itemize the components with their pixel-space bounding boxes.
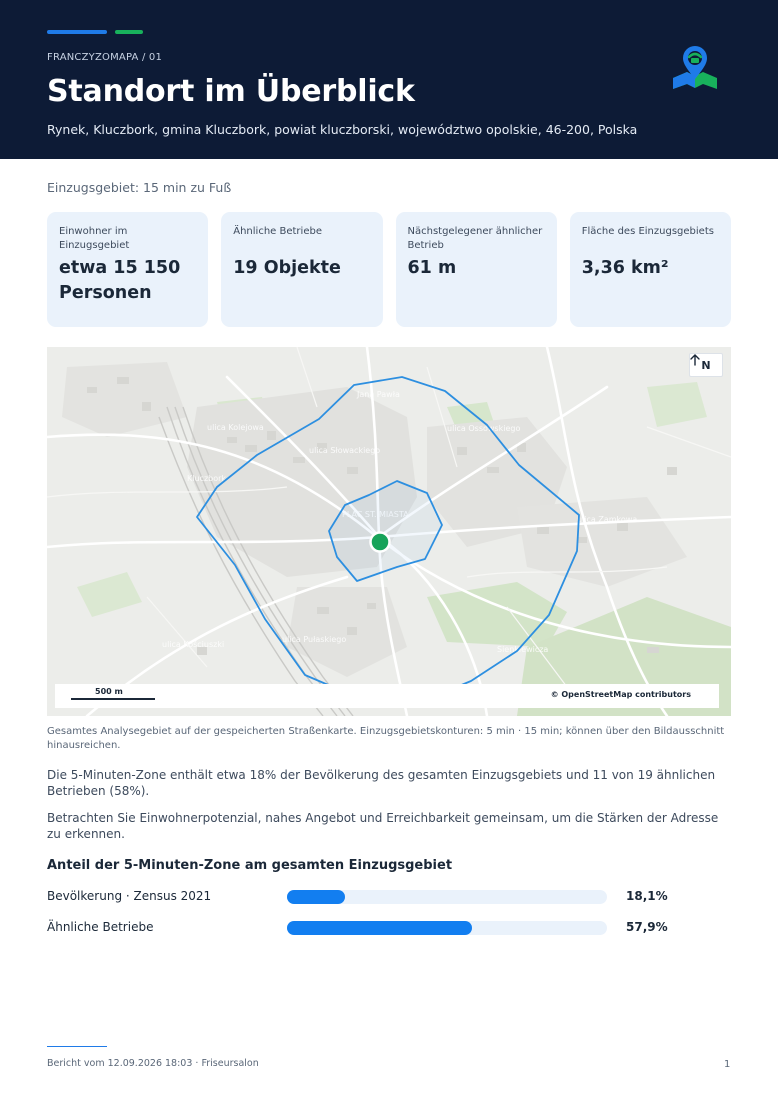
stat-card-population [47,212,208,327]
share-row-population [47,888,731,906]
share-label: Bevölkerung · Zensus 2021 [47,889,212,903]
stat-value: 19 Objekte [233,258,341,278]
map-attribution[interactable]: © OpenStreetMap contributors [550,690,691,699]
arrow-up-icon [690,354,700,366]
north-button[interactable] [689,353,723,377]
map-pin-logo-icon [670,45,720,93]
stat-value: 61 m [407,258,457,278]
north-label: N [701,358,711,372]
svg-text:ulica Kościuszki: ulica Kościuszki [162,640,225,649]
scale-label: 500 m [95,687,123,696]
stat-label: Fläche des Einzugsgebiets [581,226,714,237]
summary-paragraph: Die 5-Minuten-Zone enthält etwa 18% der Bevölkerung des gesamten Einzugsgebiets und 11 von 19 ähnlichen Betrieben (58%). [47,768,716,798]
share-bar-fill [287,921,472,935]
svg-text:Kluczbork: Kluczbork [187,474,227,483]
stat-value: etwa 15 150 Personen [59,258,181,303]
map-canvas [47,347,731,716]
share-bar-fill [287,890,345,904]
scale-bar [71,698,155,700]
catchment-info: Einzugsgebiet: 15 min zu Fuß [47,180,232,195]
svg-text:ulica Pułaskiego: ulica Pułaskiego [282,635,347,644]
stat-value: 3,36 km² [581,258,669,278]
location-address: Rynek, Kluczbork, gmina Kluczbork, powiat kluczborski, województwo opolskie, 46-200, Polska [47,122,638,137]
svg-text:ulica Słowackiego: ulica Słowackiego [309,446,381,455]
page-number: 1 [724,1059,731,1070]
share-bar-track [287,890,607,904]
svg-text:ulica Zamkowa: ulica Zamkowa [577,515,638,524]
page-title: Standort im Überblick [47,74,415,109]
report-footer: Bericht vom 12.09.2026 18:03 · Friseursalon [47,1058,259,1069]
share-value: 18,1% [626,889,668,903]
street-map[interactable] [47,347,731,716]
share-row-businesses [47,919,731,937]
accent-line-blue [47,30,107,34]
share-section-title: Anteil der 5-Minuten-Zone am gesamten Einzugsgebiet [47,858,453,873]
map-footer [55,684,719,708]
svg-text:ulica Kolejowa: ulica Kolejowa [207,423,264,432]
report-header [0,0,778,159]
accent-line-green [115,30,143,34]
share-bar-track [287,921,607,935]
location-marker [371,533,390,552]
stat-card-nearest-business [396,212,557,327]
stat-label: Einwohner im Einzugsgebiet [59,226,130,251]
footer-divider [47,1046,107,1047]
stat-label: Nächstgelegener ähnlicher Betrieb [407,226,543,251]
share-label: Ähnliche Betriebe [47,920,154,934]
svg-text:Sienkiewicza: Sienkiewicza [497,645,549,654]
advice-paragraph: Betrachten Sie Einwohnerpotenzial, nahes Angebot und Erreichbarkeit gemeinsam, um die Stärken der Adresse zu erkennen. [47,811,719,841]
stats-row [47,212,731,327]
stat-card-area [570,212,731,327]
svg-text:ulica Ossowskiego: ulica Ossowskiego [447,424,521,433]
stat-label: Ähnliche Betriebe [233,226,322,237]
header-kicker: FRANCZYZOMAPA / 01 [47,52,163,63]
share-value: 57,9% [626,920,668,934]
svg-text:Jana Pawła: Jana Pawła [357,390,400,399]
map-caption: Gesamtes Analysegebiet auf der gespeicherten Straßenkarte. Einzugsgebietskonturen: 5 min · 15 min; können über den Bildausschnitt hinausreichen. [47,726,725,751]
stat-card-similar-businesses [221,212,382,327]
